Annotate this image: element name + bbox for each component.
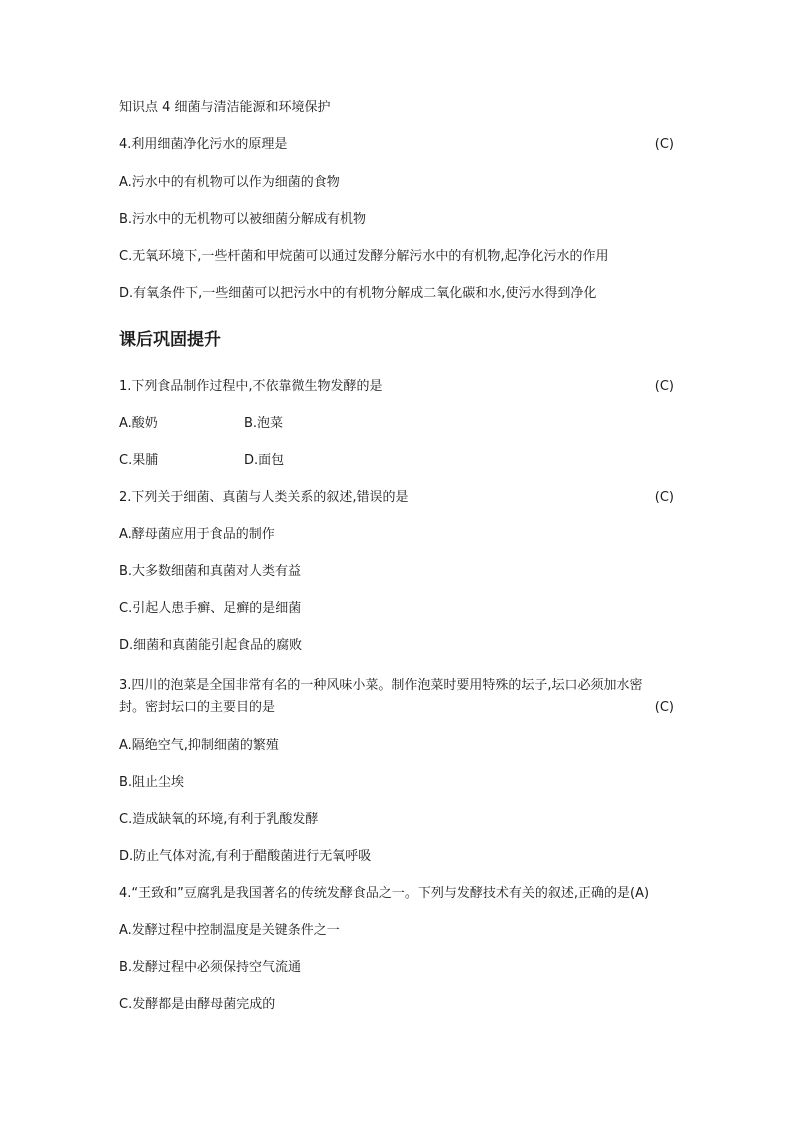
kp4-question-4-stem: 4.利用细菌净化污水的原理是: [119, 137, 288, 152]
question-2-option-a: A.酵母菌应用于食品的制作: [119, 527, 275, 542]
kp4-question-4-option-c: C.无氧环境下,一些杆菌和甲烷菌可以通过发酵分解污水中的有机物,起净化污水的作用: [119, 249, 609, 264]
section-title: 课后巩固提升: [119, 330, 221, 350]
question-1-option-d: D.面包: [244, 453, 285, 468]
question-3-stem-line-1: 3.四川的泡菜是全国非常有名的一种风味小菜。制作泡菜时要用特殊的坛子,坛口必须加水密: [119, 678, 643, 693]
question-4-stem: 4.“王致和”豆腐乳是我国著名的传统发酵食品之一。下列与发酵技术有关的叙述,正确的是(A): [119, 886, 650, 901]
question-4-option-c: C.发酵都是由酵母菌完成的: [119, 997, 276, 1012]
knowledge-point-heading: 知识点 4 细菌与清洁能源和环境保护: [119, 100, 331, 115]
kp4-question-4-option-d: D.有氧条件下,一些细菌可以把污水中的有机物分解成二氧化碳和水,使污水得到净化: [119, 286, 597, 301]
question-2-stem: 2.下列关于细菌、真菌与人类关系的叙述,错误的是: [119, 490, 409, 505]
question-2-answer: (C): [654, 490, 674, 505]
question-2-option-d: D.细菌和真菌能引起食品的腐败: [119, 638, 303, 653]
question-3-option-d: D.防止气体对流,有利于醋酸菌进行无氧呼吸: [119, 849, 372, 864]
kp4-question-4-option-b: B.污水中的无机物可以被细菌分解成有机物: [119, 212, 367, 227]
question-4-option-b: B.发酵过程中必须保持空气流通: [119, 960, 302, 975]
question-1-stem: 1.下列食品制作过程中,不依靠微生物发酵的是: [119, 379, 383, 394]
question-3-option-a: A.隔绝空气,抑制细菌的繁殖: [119, 738, 279, 753]
question-3-option-b: B.阻止尘埃: [119, 775, 185, 790]
question-1-answer: (C): [654, 379, 674, 394]
question-1-option-a: A.酸奶: [119, 416, 158, 431]
question-3-answer: (C): [654, 700, 674, 715]
question-2-option-b: B.大多数细菌和真菌对人类有益: [119, 564, 302, 579]
question-1-option-b: B.泡菜: [244, 416, 284, 431]
question-3-option-c: C.造成缺氧的环境,有利于乳酸发酵: [119, 812, 319, 827]
kp4-question-4-option-a: A.污水中的有机物可以作为细菌的食物: [119, 175, 340, 190]
question-1-option-c: C.果脯: [119, 453, 159, 468]
kp4-question-4-answer: (C): [654, 137, 674, 152]
question-2-option-c: C.引起人患手癣、足癣的是细菌: [119, 601, 302, 616]
question-4-option-a: A.发酵过程中控制温度是关键条件之一: [119, 923, 340, 938]
question-3-stem-line-2: 封。密封坛口的主要目的是: [119, 700, 276, 715]
